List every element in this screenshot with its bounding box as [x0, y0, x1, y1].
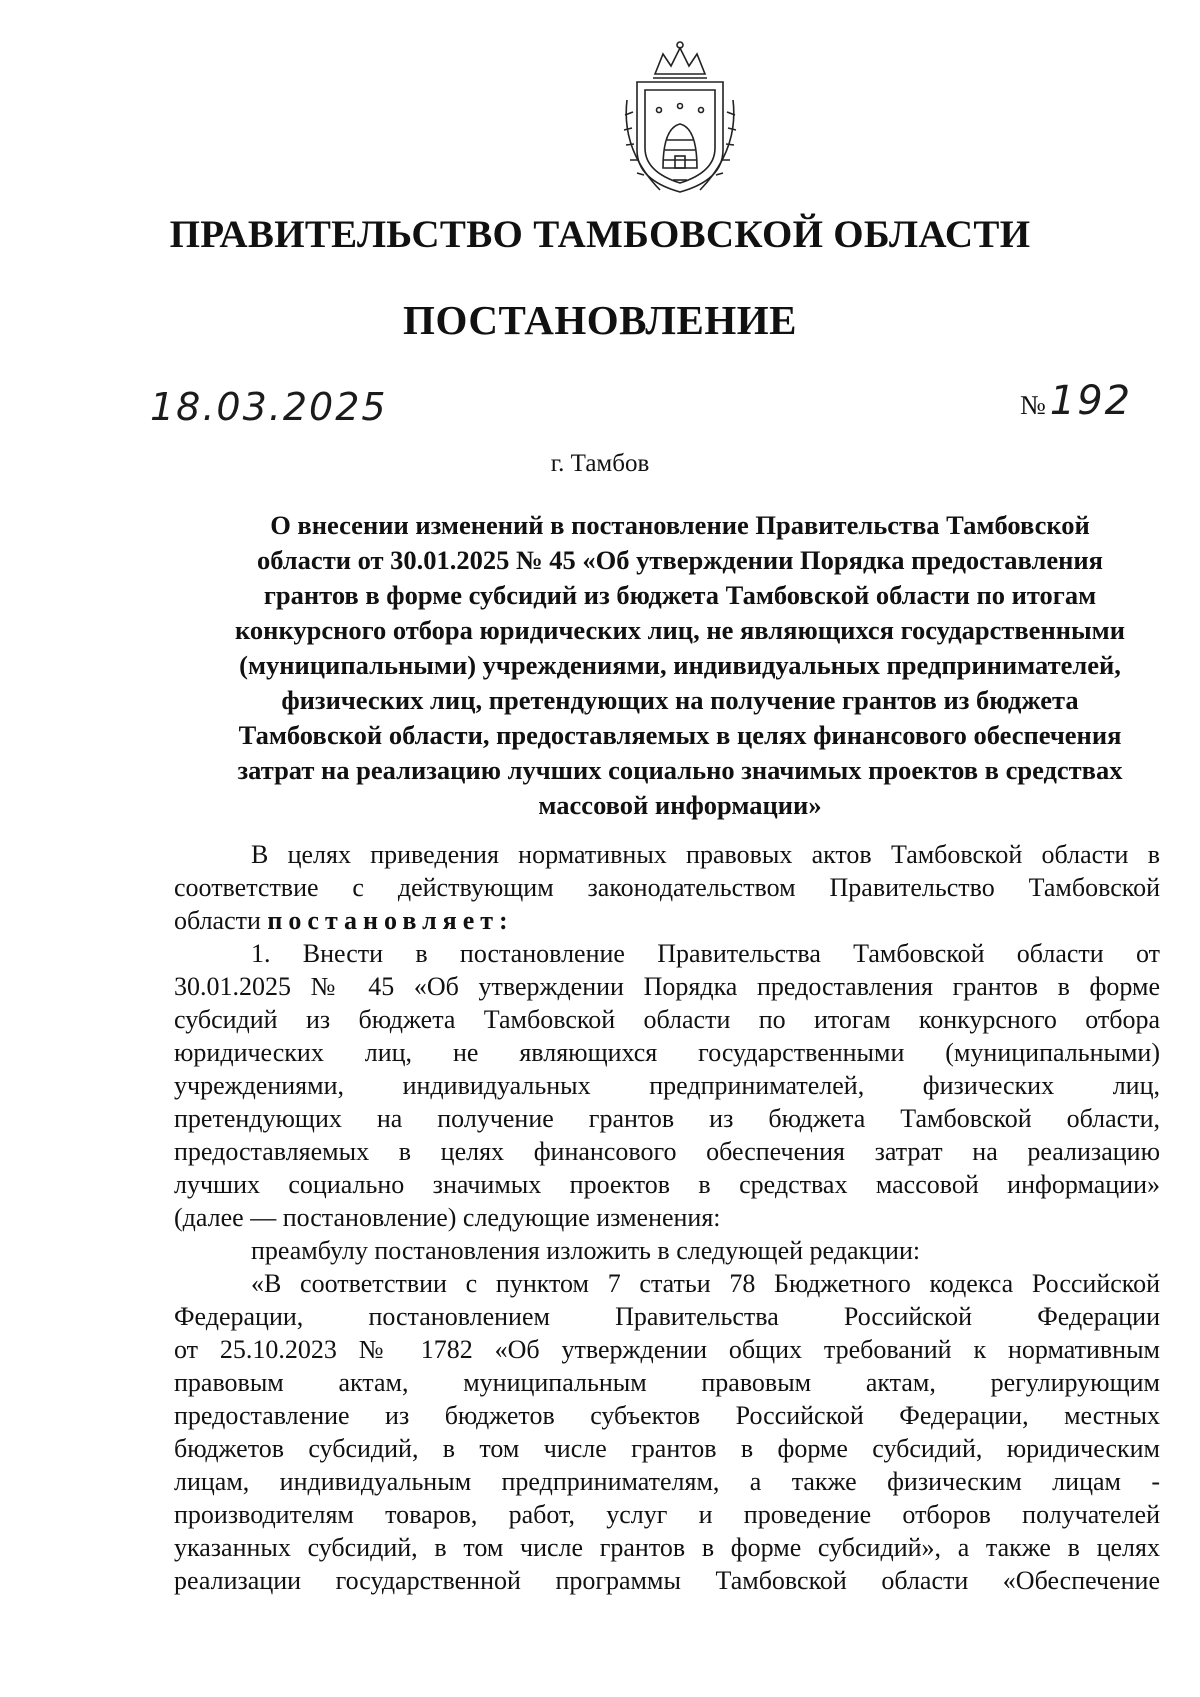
document-subject: [200, 508, 1160, 823]
subject-line: массовой информации»: [538, 790, 822, 820]
number-label: №: [1020, 390, 1046, 420]
subject-line: конкурсного отбора юридических лиц, не являющихся государственными: [235, 615, 1125, 645]
body-line: лицам, индивидуальным предпринимателям, а также физическим лицам -: [174, 1467, 1160, 1496]
body-line: Федерации, постановлением Правительства Российской Федерации: [174, 1302, 1160, 1331]
tambov-coat-of-arms-icon: [615, 40, 745, 198]
subject-line: грантов в форме субсидий из бюджета Тамбовской области по итогам: [263, 580, 1097, 610]
body-line: от 25.10.2023 № 1782 «Об утверждении общих требований к нормативным: [174, 1335, 1160, 1364]
subject-line: Тамбовской области, предоставляемых в целях финансового обеспечения: [238, 720, 1122, 750]
body-line: (далее — постановление) следующие изменения:: [174, 1203, 721, 1232]
body-line: претендующих на получение грантов из бюджета Тамбовской области,: [174, 1104, 1160, 1133]
body-line: 30.01.2025 № 45 «Об утверждении Порядка предоставления грантов в форме: [174, 972, 1160, 1001]
subject-line: области от 30.01.2025 № 45 «Об утверждении Порядка предоставления: [256, 545, 1104, 575]
body-line: В целях приведения нормативных правовых актов Тамбовской области в: [251, 840, 1160, 869]
body-line: «В соответствии с пунктом 7 статьи 78 Бюджетного кодекса Российской: [251, 1269, 1160, 1298]
body-line: преамбулу постановления изложить в следующей редакции:: [251, 1236, 921, 1265]
body-line: соответствие с действующим законодательством Правительство Тамбовской: [174, 873, 1160, 902]
body-line: правовым актам, муниципальным правовым актам, регулирующим: [174, 1368, 1160, 1397]
body-line: производителям товаров, работ, услуг и проведение отборов получателей: [174, 1500, 1160, 1529]
body-line: реализации государственной программы Тамбовской области «Обеспечение: [174, 1566, 1160, 1595]
body-line: [174, 904, 1160, 937]
resolution-keyword: постановляет:: [267, 906, 514, 935]
subject-line: физических лиц, претендующих на получение грантов из бюджета: [281, 685, 1079, 715]
handwritten-number: 192: [1049, 378, 1133, 424]
subject-line: О внесении изменений в постановление Правительства Тамбовской: [270, 510, 1090, 540]
body-line: 1. Внести в постановление Правительства Тамбовской области от: [251, 939, 1160, 968]
body-line: субсидий из бюджета Тамбовской области по итогам конкурсного отбора: [174, 1005, 1160, 1034]
body-line: бюджетов субсидий, в том числе грантов в форме субсидий, юридическим: [174, 1434, 1160, 1463]
document-number: [1020, 378, 1132, 424]
body-line: предоставление из бюджетов субъектов Российской Федерации, местных: [174, 1401, 1160, 1430]
body-text-fragment: области: [174, 906, 268, 935]
body-line: предоставляемых в целях финансового обеспечения затрат на реализацию: [174, 1137, 1160, 1166]
city-line: г. Тамбов: [550, 450, 650, 477]
handwritten-date: 18.03.2025: [150, 385, 388, 429]
document-body: [174, 838, 1160, 1597]
subject-line: затрат на реализацию лучших социально значимых проектов в средствах: [237, 755, 1123, 785]
document-type: ПОСТАНОВЛЕНИЕ: [403, 297, 797, 343]
body-line: лучших социально значимых проектов в средствах массовой информации»: [174, 1170, 1160, 1199]
body-line: юридических лиц, не являющихся государственными (муниципальными): [174, 1038, 1160, 1067]
organization-title: ПРАВИТЕЛЬСТВО ТАМБОВСКОЙ ОБЛАСТИ: [169, 213, 1031, 256]
body-line: указанных субсидий, в том числе грантов в форме субсидий», а также в целях: [174, 1533, 1160, 1562]
subject-line: (муниципальными) учреждениями, индивидуальных предпринимателей,: [239, 650, 1121, 680]
body-line: учреждениями, индивидуальных предпринимателей, физических лиц,: [174, 1071, 1160, 1100]
